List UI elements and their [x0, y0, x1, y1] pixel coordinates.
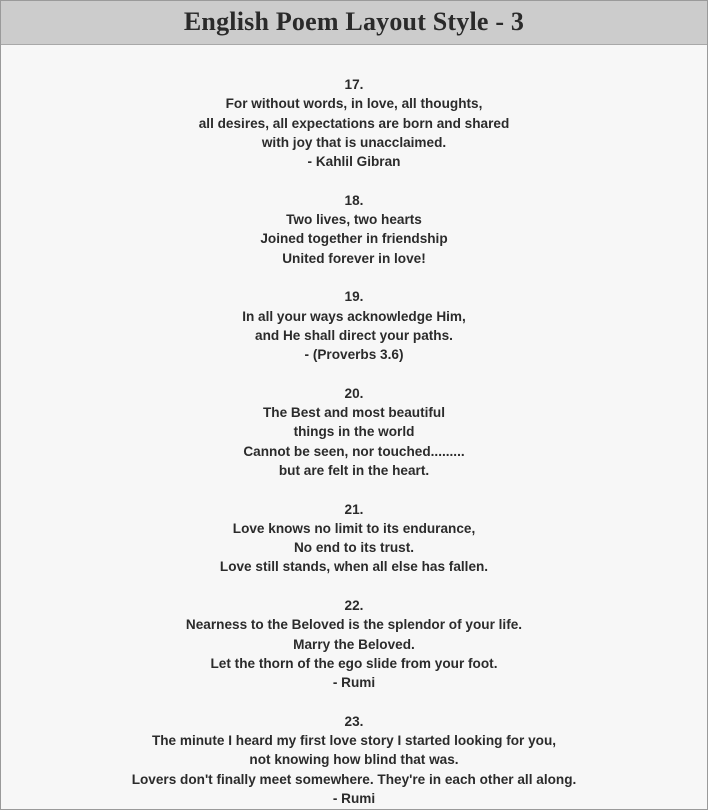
- poem-number: 21.: [344, 501, 364, 517]
- poem-block: [1, 75, 707, 171]
- poem-line: and He shall direct your paths.: [255, 327, 453, 343]
- poem-block: [1, 712, 707, 808]
- poem-block: [1, 596, 707, 692]
- poem-line: Two lives, two hearts: [286, 212, 422, 228]
- poem-line: The Best and most beautiful: [262, 405, 446, 421]
- poem-line: Let the thorn of the ego slide from your foot.: [210, 655, 498, 671]
- poem-line: For without words, in love, all thoughts,: [225, 96, 483, 112]
- poem-number: 20.: [344, 385, 364, 401]
- poem-line: - (Proverbs 3.6): [304, 347, 404, 363]
- poem-number: 23.: [344, 713, 364, 729]
- poem-line: things in the world: [293, 424, 415, 440]
- poem-block: [1, 287, 707, 364]
- poem-line: Love knows no limit to its endurance,: [232, 520, 476, 536]
- poem-list: [1, 45, 707, 808]
- poem-number: 17.: [344, 77, 364, 92]
- poem-line: with joy that is unacclaimed.: [261, 134, 447, 150]
- poem-number: 18.: [344, 192, 364, 208]
- poem-line: but are felt in the heart.: [278, 462, 430, 478]
- poem-line: In all your ways acknowledge Him,: [242, 308, 466, 324]
- poem-line: - Kahlil Gibran: [307, 154, 401, 170]
- poem-line: - Rumi: [332, 790, 376, 806]
- poem-line: Nearness to the Beloved is the splendor of your life.: [185, 617, 523, 633]
- page-title: English Poem Layout Style - 3: [183, 6, 525, 36]
- poem-line: Lovers don't finally meet somewhere. They're in each other all along.: [131, 771, 577, 787]
- poem-line: United forever in love!: [282, 250, 426, 266]
- poem-line: No end to its trust.: [293, 540, 415, 556]
- header-bar: [1, 1, 707, 45]
- poem-line: all desires, all expectations are born and shared: [198, 115, 510, 131]
- poem-line: not knowing how blind that was.: [249, 752, 459, 768]
- poem-line: Joined together in friendship: [260, 231, 448, 247]
- poem-block: [1, 500, 707, 577]
- poem-number: 19.: [344, 289, 364, 305]
- poem-line: The minute I heard my first love story I started looking for you,: [151, 733, 557, 749]
- poem-block: [1, 191, 707, 268]
- poem-block: [1, 384, 707, 480]
- poem-line: Marry the Beloved.: [293, 636, 415, 652]
- poem-number: 22.: [344, 598, 364, 614]
- poem-line: - Rumi: [332, 675, 376, 691]
- poem-line: Love still stands, when all else has fallen.: [219, 559, 489, 575]
- poem-line: Cannot be seen, nor touched.........: [243, 443, 465, 459]
